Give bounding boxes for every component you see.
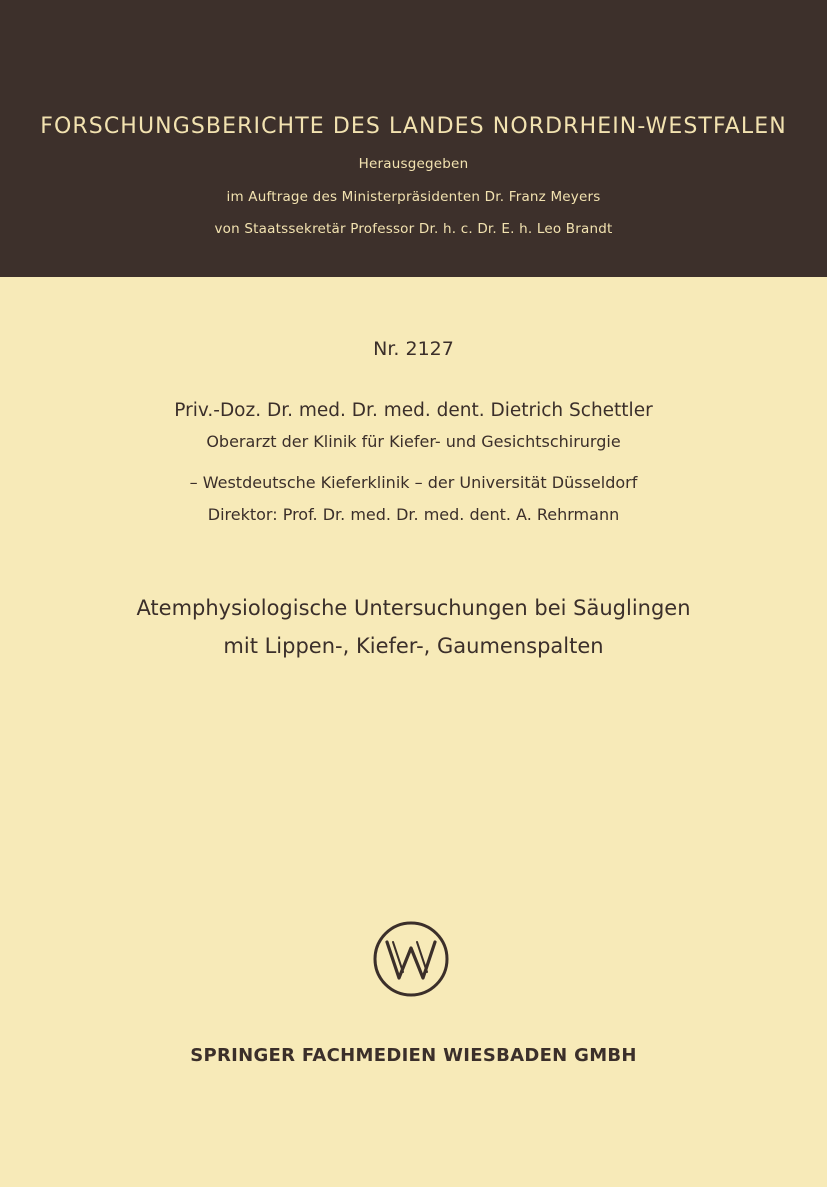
author-affiliation-2: – Westdeutsche Kieferklinik – der Universität Düsseldorf [189, 473, 638, 492]
book-title-line-1: Atemphysiologische Untersuchungen bei Säuglingen [136, 596, 691, 620]
author-name: Priv.-Doz. Dr. med. Dr. med. dent. Dietrich Schettler [174, 400, 653, 421]
editor-line-3: von Staatssekretär Professor Dr. h. c. Dr. E. h. Leo Brandt [214, 221, 613, 237]
editor-line-1: Herausgegeben [358, 156, 469, 172]
publisher-logo-icon [372, 920, 450, 998]
series-title: FORSCHUNGSBERICHTE DES LANDES NORDRHEIN-WESTFALEN [40, 114, 787, 139]
series-header [0, 0, 827, 277]
report-number: Nr. 2127 [373, 338, 454, 360]
publisher-name: SPRINGER FACHMEDIEN WIESBADEN GMBH [190, 1045, 637, 1066]
editor-line-2: im Auftrage des Ministerpräsidenten Dr. Franz Meyers [226, 189, 601, 205]
author-affiliation-1: Oberarzt der Klinik für Kiefer- und Gesichtschirurgie [206, 432, 621, 451]
book-title-line-2: mit Lippen-, Kiefer-, Gaumenspalten [223, 634, 604, 658]
author-affiliation-3: Direktor: Prof. Dr. med. Dr. med. dent. A. Rehrmann [207, 505, 620, 524]
